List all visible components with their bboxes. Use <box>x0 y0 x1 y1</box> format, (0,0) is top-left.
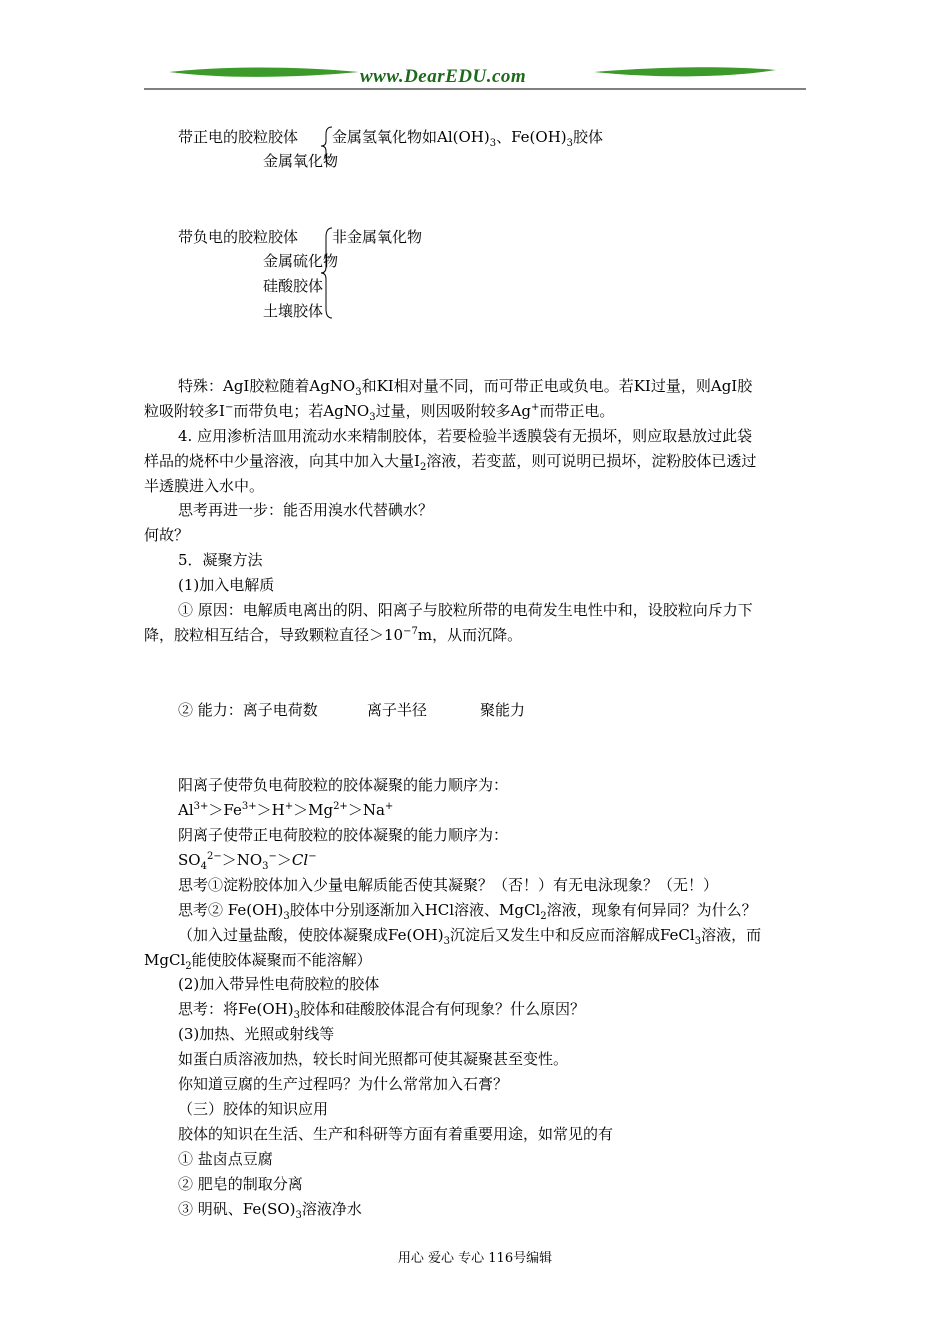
negative-colloid-title: 带负电的胶粒胶体 <box>178 228 299 246</box>
negative-item-0: 非金属氧化物 <box>332 228 423 246</box>
section-5-1: (1)加入电解质 <box>178 576 275 594</box>
ability-label: ② 能力：离子电荷数 <box>178 701 318 719</box>
reason-line-2: 降，胶粒相互结合，导致颗粒直径$>10^{-7}m$，从而沉降。 <box>144 626 523 644</box>
think-2: 思考② $Fe(OH)_3$胶体中分别逐渐加入HCl溶液、MgCl$_2$溶液，现象有何异同？为什么？ <box>178 901 757 922</box>
positive-colloid-title: 带正电的胶粒胶体 <box>178 128 299 146</box>
think-2-answer-2: MgCl$_2$能使胶体凝聚而不能溶解） <box>144 951 372 972</box>
why-line: 何故？ <box>144 526 190 544</box>
special-line-2: 粒吸附较多I−而带负电；若AgNO$_3$过量，则因吸附较多Ag+而带正电。 <box>144 402 615 423</box>
ability-radius: 离子半径 <box>367 701 428 719</box>
page-footer: 用心 爱心 专心 116号编辑 <box>397 1251 553 1266</box>
think-2-answer-1: （加入过量盐酸，使胶体凝聚成$Fe(OH)_3$沉淀后又发生中和反应而溶解成FeCl$_3$溶液，而 <box>178 926 762 947</box>
positive-item-oxide: 金属氧化物 <box>263 152 339 170</box>
negative-item-3: 土壤胶体 <box>263 302 324 320</box>
anion-title: 阴离子使带正电荷胶粒的胶体凝聚的能力顺序为： <box>178 826 509 844</box>
positive-item-hydroxide: 金属氢氧化物如$Al(OH)_3$、$Fe(OH)_3$胶体 <box>332 128 604 149</box>
section-3-heading: （三）胶体的知识应用 <box>178 1100 329 1118</box>
section-5-3: (3)加热、光照或射线等 <box>178 1025 335 1043</box>
ability-coagulation: 聚能力 <box>480 701 526 719</box>
think-1: 思考①淀粉胶体加入少量电解质能否使其凝聚？（否！）有无电泳现象？（无！） <box>178 876 719 894</box>
section-5-2: (2)加入带异性电荷胶粒的胶体 <box>178 975 380 993</box>
think-3: 思考：将$Fe(OH)_3$胶体和硅酸胶体混合有何现象？什么原因？ <box>178 1000 585 1021</box>
cation-order: $Al^{3+}>Fe^{3+}>H^+>Mg^{2+}>Na^+$ <box>178 801 394 819</box>
anion-order: $SO_4^{2-}>NO_3^->Cl^-$ <box>178 851 317 872</box>
app-3: ③ 明矾、$Fe(SO)_3$溶液净水 <box>178 1200 362 1221</box>
special-line-1: 特殊：AgI胶粒随着AgNO$_3$和KI相对量不同，而可带正电或负电。若KI过量，则AgI胶 <box>178 377 753 398</box>
think-bromine: 思考再进一步：能否用溴水代替碘水？ <box>178 501 434 519</box>
protein-line: 如蛋白质溶液加热，较长时间光照都可使其凝聚甚至变性。 <box>178 1050 569 1068</box>
p4-line-1: 4. 应用渗析洁皿用流动水来精制胶体，若要检验半透膜袋有无损坏，则应取悬放过此袋 <box>178 427 753 445</box>
apps-intro: 胶体的知识在生活、生产和科研等方面有着重要用途，如常见的有 <box>178 1125 614 1143</box>
cation-title: 阳离子使带负电荷胶粒的胶体凝聚的能力顺序为： <box>178 776 509 794</box>
tofu-line: 你知道豆腐的生产过程吗？为什么常常加入石膏？ <box>178 1075 509 1093</box>
app-2: ② 肥皂的制取分离 <box>178 1175 303 1193</box>
section-5-heading: 5．凝聚方法 <box>178 551 263 569</box>
p4-line-3: 半透膜进入水中。 <box>144 477 265 495</box>
negative-item-1: 金属硫化物 <box>263 252 339 270</box>
site-logo: www.DearEDU.com <box>360 66 527 87</box>
negative-item-2: 硅酸胶体 <box>263 277 324 295</box>
reason-line-1: ① 原因：电解质电离出的阴、阳离子与胶粒所带的电荷发生电性中和，设胶粒向斥力下 <box>178 601 753 619</box>
p4-line-2: 样品的烧杯中少量溶液，向其中加入大量$I_2$溶液，若变蓝，则可说明已损坏，淀粉胶体已透过 <box>144 452 757 473</box>
app-1: ① 盐卤点豆腐 <box>178 1150 273 1168</box>
